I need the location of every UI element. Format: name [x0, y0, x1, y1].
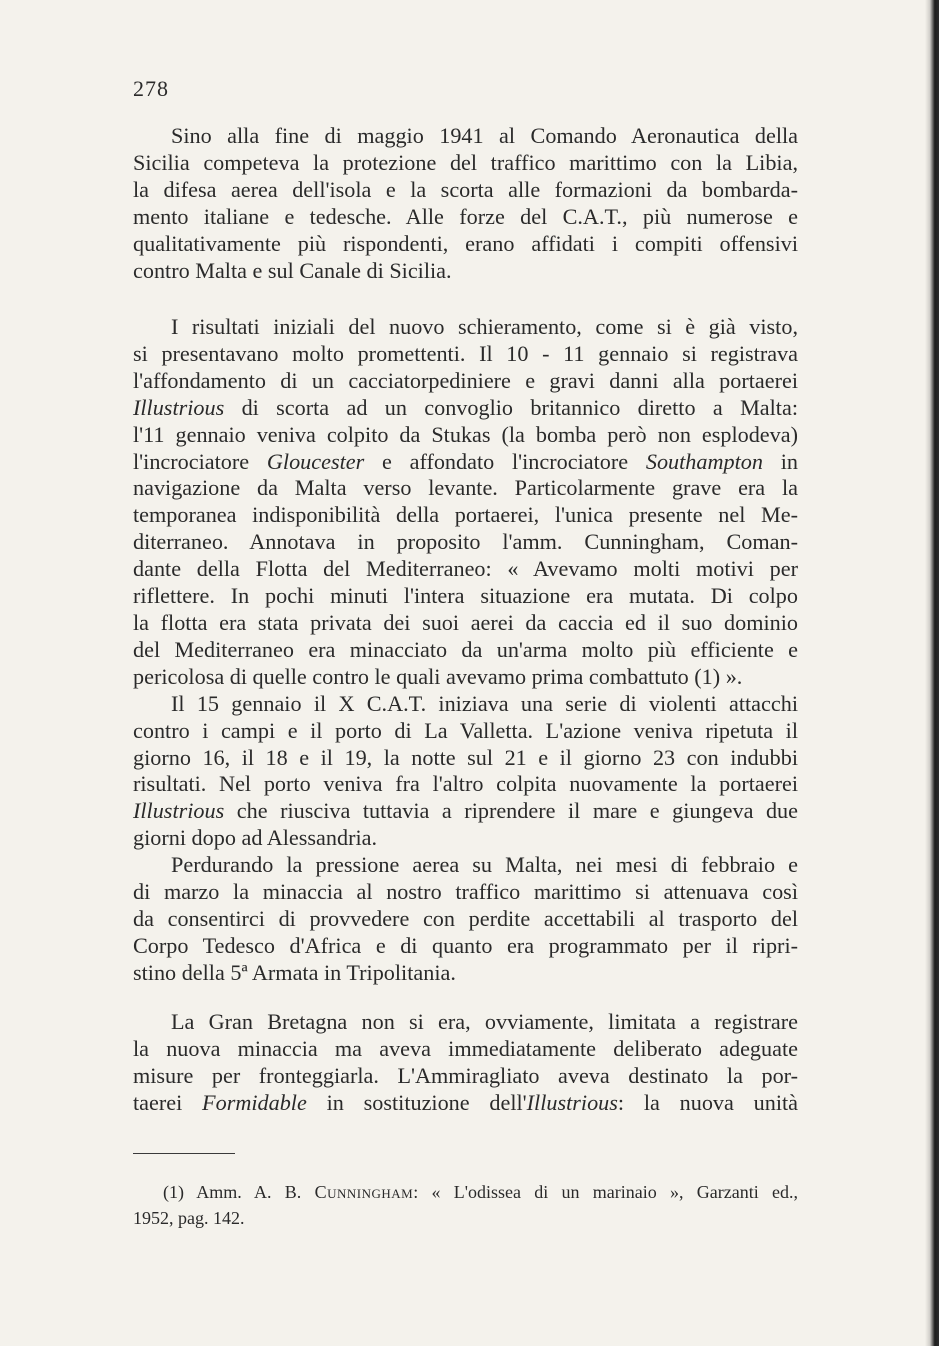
text-line: mento italiane e tedesche. Alle forze del C.A.T., più numerose e — [133, 203, 798, 229]
text-line: giorni dopo ad Alessandria. — [133, 825, 378, 851]
text-line: l'11 gennaio veniva colpito da Stukas (la bomba però non esplodeva) — [133, 421, 798, 447]
text-line-italic-start: Illustrious di scorta ad un convoglio britannico diretto a Malta: — [133, 394, 798, 420]
text-line-with-italics: taerei Formidable in sostituzione dell'Illustrious: la nuova unità — [133, 1089, 799, 1115]
text-line: diterraneo. Annotava in proposito l'amm. Cunningham, Coman- — [133, 529, 798, 555]
text-line: Sino alla fine di maggio 1941 al Comando Aeronautica della — [171, 123, 798, 148]
footnote-line: (1) Amm. A. B. Cunningham: « L'odissea di un marinaio », Garzanti ed., — [163, 1182, 798, 1202]
text-line: qualitativamente più rispondenti, erano affidati i compiti offensivi — [133, 230, 798, 256]
text-line: l'affondamento di un cacciatorpediniere e gravi danni alla portaerei — [133, 367, 798, 393]
text-line: contro i campi e il porto di La Valletta. L'azione veniva ripetuta il — [133, 717, 798, 743]
text-line: di marzo la minaccia al nostro traffico marittimo si attenuava così — [133, 879, 798, 905]
paragraph-1 — [133, 123, 798, 284]
text-line: la nuova minaccia ma aveva immediatamente deliberato adeguate — [133, 1035, 798, 1061]
text-line: da consentirci di provvedere con perdite accettabili al trasporto del — [133, 905, 798, 931]
text-line: la difesa aerea dell'isola e la scorta alle formazioni da bombarda- — [133, 176, 798, 202]
footnote — [133, 1179, 798, 1231]
text-line: si presentavano molto promettenti. Il 10 - 11 gennaio si registrava — [133, 340, 798, 366]
text-line: misure per fronteggiarla. L'Ammiragliato aveva destinato la por- — [133, 1062, 798, 1088]
text-line: risultati. Nel porto veniva fra l'altro colpita nuovamente la portaerei — [133, 771, 798, 797]
text-line: temporanea indisponibilità della portaerei, l'unica presente nel Me- — [133, 502, 798, 528]
text-line: I risultati iniziali del nuovo schieramento, come si è già visto, — [171, 314, 798, 339]
text-line: giorno 16, il 18 e il 19, la notte sul 21 e il giorno 23 con indubbi — [133, 744, 798, 770]
text-line: Corpo Tedesco d'Africa e di quanto era programmato per il ripri- — [133, 932, 798, 958]
page-edge-shadow — [925, 0, 939, 1346]
footnote-line: 1952, pag. 142. — [133, 1208, 245, 1228]
text-line: La Gran Bretagna non si era, ovviamente, limitata a registrare — [171, 1009, 798, 1034]
paragraph-group-main — [133, 314, 798, 987]
text-line: stino della 5ª Armata in Tripolitania. — [133, 959, 456, 985]
text-line: Sicilia competeva la protezione del traffico marittimo con la Libia, — [133, 149, 798, 175]
text-line: contro Malta e sul Canale di Sicilia. — [133, 257, 452, 283]
page-number: 278 — [133, 76, 169, 101]
text-line-with-italics: l'incrociatore Gloucester e affondato l'incrociatore Southampton in — [133, 448, 798, 474]
paragraph-5 — [133, 1009, 798, 1117]
text-line: navigazione da Malta verso levante. Particolarmente grave era la — [133, 475, 798, 501]
text-line: Il 15 gennaio il X C.A.T. iniziava una serie di violenti attacchi — [171, 690, 798, 716]
footnote-rule — [133, 1153, 235, 1154]
text-line: riflettere. In pochi minuti l'intera situazione era mutata. Di colpo — [133, 583, 798, 609]
text-line: Perdurando la pressione aerea su Malta, nei mesi di febbraio e — [171, 852, 798, 878]
text-line: pericolosa di quelle contro le quali avevamo prima combattuto (1) ». — [133, 663, 743, 689]
text-line: dante della Flotta del Mediterraneo: « Avevamo molti motivi per — [133, 556, 798, 582]
text-line-italic-start: Illustrious che riusciva tuttavia a riprendere il mare e giungeva due — [133, 798, 798, 824]
text-line: la flotta era stata privata dei suoi aerei da caccia ed il suo dominio — [133, 609, 798, 635]
text-line: del Mediterraneo era minacciato da un'arma molto più efficiente e — [133, 636, 798, 662]
